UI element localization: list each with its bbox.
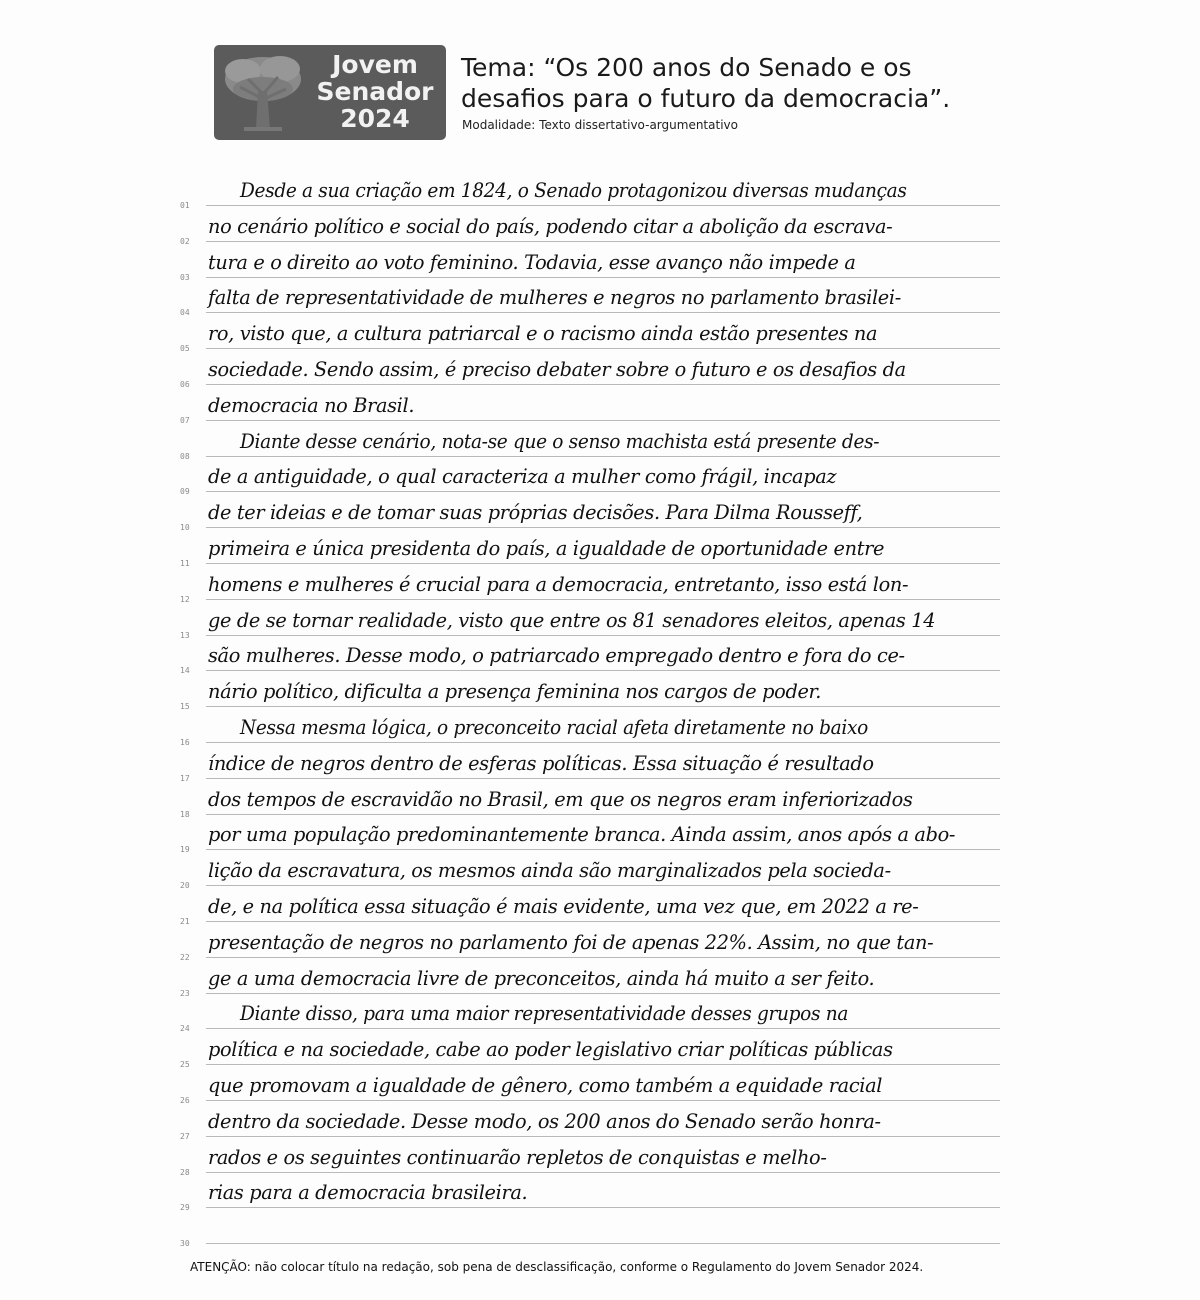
ruled-line	[206, 456, 1000, 457]
line-number: 13	[180, 630, 190, 640]
ruled-line	[206, 778, 1000, 779]
line-number: 30	[180, 1239, 190, 1249]
tree-icon	[218, 49, 308, 136]
handwritten-line: dos tempos de escravidão no Brasil, em que os negros eram inferiorizados	[208, 787, 913, 811]
line-number: 26	[180, 1096, 190, 1105]
handwritten-line: ge de se tornar realidade, visto que entre os 81 senadores eleitos, apenas 14	[208, 608, 936, 632]
line-number: 02	[180, 236, 190, 246]
ruled-line	[206, 277, 1000, 278]
line-number: 18	[180, 809, 190, 819]
footer-notice: ATENÇÃO: não colocar título na redação, sob pena de desclassificação, conforme o Regulamento do Jovem Senador 2024.	[190, 1260, 924, 1274]
ruled-line	[206, 706, 1000, 707]
line-number: 24	[180, 1024, 190, 1034]
handwritten-line: Diante desse cenário, nota-se que o senso machista está presente des-	[240, 429, 880, 453]
ruled-line	[206, 670, 1000, 671]
handwritten-line: são mulheres. Desse modo, o patriarcado empregado dentro e fora do ce-	[208, 644, 905, 668]
logo-line-3: 2024	[340, 104, 410, 133]
handwritten-line: Desde a sua criação em 1824, o Senado protagonizou diversas mudanças	[240, 179, 907, 202]
theme-line-1: Tema: “Os 200 anos do Senado e os	[461, 53, 912, 82]
ruled-line	[206, 312, 1000, 313]
ruled-line	[206, 241, 1000, 242]
ruled-line	[206, 993, 1000, 994]
line-number: 04	[180, 308, 190, 318]
ruled-line	[206, 599, 1000, 600]
ruled-line	[206, 1064, 1000, 1065]
handwritten-line: falta de representatividade de mulheres e negros no parlamento brasilei-	[208, 286, 901, 310]
line-number: 16	[180, 738, 190, 747]
ruled-line	[206, 742, 1000, 743]
logo-text	[306, 51, 444, 132]
handwritten-line: ge a uma democracia livre de preconceitos, ainda há muito a ser feito.	[208, 966, 875, 990]
handwritten-line: nário político, dificulta a presença feminina nos cargos de poder.	[208, 680, 822, 704]
line-number: 22	[180, 952, 190, 962]
handwritten-line: tura e o direito ao voto feminino. Todavia, esse avanço não impede a	[208, 250, 856, 274]
ruled-line	[206, 635, 1000, 636]
line-number: 03	[180, 272, 190, 282]
theme-line-2: desafios para o futuro da democracia”.	[461, 84, 951, 113]
line-number: 11	[180, 559, 190, 568]
ruled-line	[206, 563, 1000, 564]
ruled-lines-area	[180, 170, 1030, 1249]
handwritten-line: rias para a democracia brasileira.	[208, 1181, 528, 1205]
modality-label: Modalidade: Texto dissertativo-argumentativo	[462, 118, 738, 132]
handwritten-line: dentro da sociedade. Desse modo, os 200 anos do Senado serão honra-	[208, 1109, 881, 1133]
line-number: 14	[180, 666, 190, 676]
ruled-line	[206, 348, 1000, 349]
line-number: 10	[180, 523, 190, 533]
handwritten-line: de, e na política essa situação é mais evidente, uma vez que, em 2022 a re-	[208, 895, 919, 918]
ruled-line	[206, 527, 1000, 528]
handwritten-line: rados e os seguintes continuarão repletos de conquistas e melho-	[208, 1145, 827, 1169]
handwritten-line: presentação de negros no parlamento foi de apenas 22%. Assim, no que tan-	[208, 930, 934, 954]
ruled-line	[206, 420, 1000, 421]
line-number: 29	[180, 1203, 190, 1213]
line-number: 08	[180, 451, 190, 461]
handwritten-line: política e na sociedade, cabe ao poder legislativo criar políticas públicas	[208, 1038, 893, 1062]
line-number: 23	[180, 988, 190, 998]
ruled-line	[206, 1100, 1000, 1101]
line-number: 09	[180, 487, 190, 497]
ruled-line	[206, 491, 1000, 492]
logo-line-1: Jovem	[332, 50, 418, 79]
ruled-line	[206, 1172, 1000, 1173]
handwritten-line: democracia no Brasil.	[208, 393, 415, 417]
line-number: 28	[180, 1167, 190, 1177]
line-number: 27	[180, 1131, 190, 1141]
line-number: 12	[180, 594, 190, 604]
ruled-line	[206, 205, 1000, 206]
ruled-line	[206, 384, 1000, 385]
handwritten-line: ro, visto que, a cultura patriarcal e o racismo ainda estão presentes na	[208, 322, 878, 346]
ruled-line	[206, 885, 1000, 886]
line-number: 06	[180, 380, 190, 389]
handwritten-line: índice de negros dentro de esferas políticas. Essa situação é resultado	[208, 751, 874, 775]
essay-theme	[461, 52, 1021, 114]
ruled-line	[206, 957, 1000, 958]
ruled-line	[206, 1028, 1000, 1029]
handwritten-line: lição da escravatura, os mesmos ainda são marginalizados pela socieda-	[208, 859, 891, 883]
handwritten-line: de ter ideias e de tomar suas próprias decisões. Para Dilma Rousseff,	[208, 501, 863, 525]
ruled-line	[206, 1207, 1000, 1208]
handwritten-line: sociedade. Sendo assim, é preciso debater sobre o futuro e os desafios da	[208, 358, 906, 381]
handwritten-line: primeira e única presidenta do país, a igualdade de oportunidade entre	[208, 537, 885, 560]
logo-line-2: Senador	[316, 77, 434, 106]
line-number: 17	[180, 773, 190, 783]
line-number: 21	[180, 917, 190, 926]
ruled-line	[206, 814, 1000, 815]
line-number: 07	[180, 415, 190, 425]
ruled-line	[206, 1136, 1000, 1137]
line-number: 01	[180, 201, 190, 210]
line-number: 05	[180, 344, 190, 354]
line-number: 15	[180, 702, 190, 712]
line-number: 25	[180, 1060, 190, 1070]
handwritten-line: Nessa mesma lógica, o preconceito racial afeta diretamente no baixo	[240, 716, 868, 739]
jovem-senador-logo	[214, 45, 446, 140]
handwritten-line: no cenário político e social do país, podendo citar a abolição da escrava-	[208, 214, 893, 238]
ruled-line	[206, 921, 1000, 922]
ruled-line	[206, 1243, 1000, 1244]
line-number: 20	[180, 881, 190, 891]
line-number: 19	[180, 845, 190, 855]
handwritten-line: homens e mulheres é crucial para a democracia, entretanto, isso está lon-	[208, 572, 909, 596]
handwritten-line: por uma população predominantemente branca. Ainda assim, anos após a abo-	[208, 823, 956, 847]
handwritten-line: que promovam a igualdade de gênero, como também a equidade racial	[208, 1074, 883, 1097]
ruled-line	[206, 849, 1000, 850]
handwritten-line: Diante disso, para uma maior representatividade desses grupos na	[240, 1002, 849, 1026]
handwritten-line: de a antiguidade, o qual caracteriza a mulher como frágil, incapaz	[208, 465, 837, 489]
